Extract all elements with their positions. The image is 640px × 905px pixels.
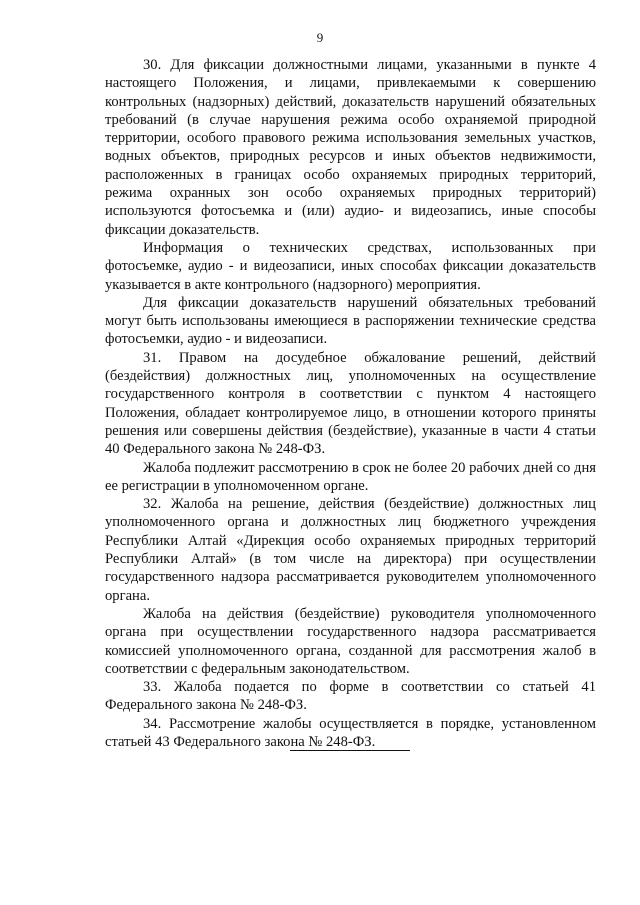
paragraph-32: 32. Жалоба на решение, действия (бездействие) должностных лиц уполномоченного органа и должностных лиц бюджетного учреждения Республики Алтай «Дирекция особо охраняемых природных территорий Республики Алтай» (в том числе на директора) при осуществлении государственного надзора рассматривается руководителем уполномоченного органа. [105, 496, 596, 604]
closing-divider-line [290, 750, 410, 751]
page-number: 9 [316, 30, 324, 45]
paragraph-complaint-deadline: Жалоба подлежит рассмотрению в срок не более 20 рабочих дней со дня ее регистрации в уполномоченном органе. [105, 459, 596, 494]
document-body [105, 56, 596, 751]
paragraph-technical-means-info: Информация о технических средствах, использованных при фотосъемке, аудио - и видеозаписи, иных способах фиксации доказательств указывается в акте контрольного (надзорного) мероприятия. [105, 239, 596, 293]
paragraph-complaint-against-head: Жалоба на действия (бездействие) руководителя уполномоченного органа при осуществлении государственного надзора рассматривается комиссией уполномоченного органа, созданной для рассмотрения жалоб в соответствии с федеральным законодательством. [105, 605, 596, 677]
paragraph-34: 34. Рассмотрение жалобы осуществляется в порядке, установленном статьей 43 Федерального закона № 248-ФЗ. [105, 715, 596, 750]
paragraph-31: 31. Правом на досудебное обжалование решений, действий (бездействия) должностных лиц, уполномоченных на осуществление государственного контроля в соответствии с пунктом 4 настоящего Положения, обладает контролируемое лицо, в отношении которого приняты решения или совершены действия (бездействие), указанные в части 4 статьи 40 Федерального закона № 248-ФЗ. [105, 349, 596, 458]
paragraph-evidence-recording: Для фиксации доказательств нарушений обязательных требований могут быть использованы имеющиеся в распоряжении технические средства фотосъемки, аудио - и видеозаписи. [105, 294, 596, 348]
paragraph-30: 30. Для фиксации должностными лицами, указанными в пункте 4 настоящего Положения, и лицами, привлекаемыми к совершению контрольных (надзорных) действий, доказательств нарушений обязательных требований (в случае нарушения режима особо охраняемой природной территории, особого правового режима использования земельных участков, водных объектов, природных ресурсов и иных объектов недвижимости, расположенных в границах особо охраняемых природных территорий, режима охранных зон особо охраняемых природных территорий) используются фотосъемка и (или) аудио- и видеозапись, иные способы фиксации доказательств. [105, 57, 596, 238]
paragraph-33: 33. Жалоба подается по форме в соответствии со статьей 41 Федерального закона № 248-ФЗ. [105, 679, 596, 714]
